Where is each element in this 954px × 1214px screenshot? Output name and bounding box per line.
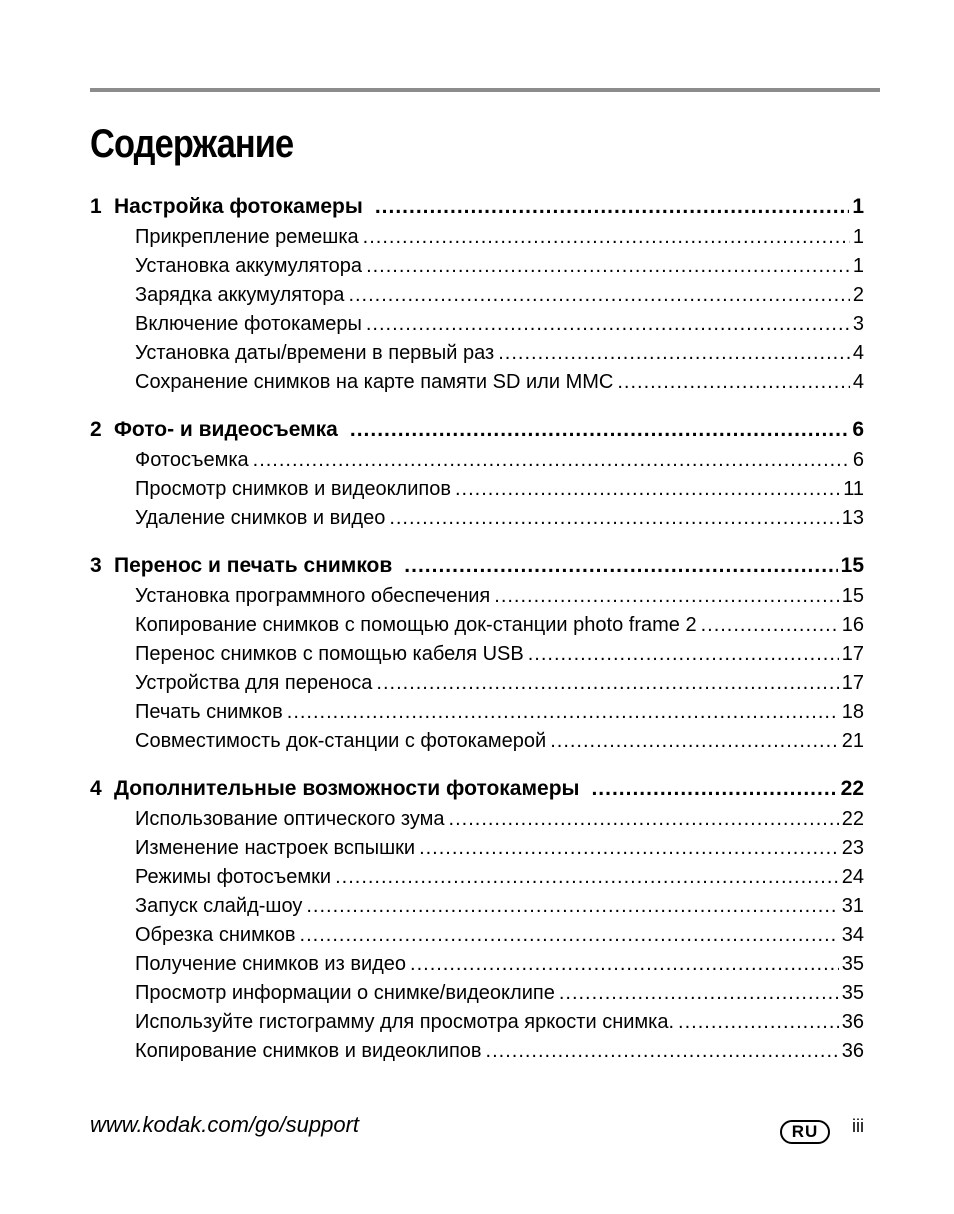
chapter-page-number: 6 [852, 418, 864, 441]
section-page-number: 24 [841, 866, 864, 888]
section-title: Сохранение снимков на карте памяти SD или MMC [135, 371, 614, 393]
section-title: Используйте гистограмму для просмотра яркости снимка. [135, 1011, 675, 1033]
dot-leader [287, 701, 839, 724]
section-page-number: 4 [852, 342, 864, 364]
dot-leader [498, 342, 850, 365]
toc-chapter [90, 554, 864, 759]
toc-section-entry[interactable] [90, 226, 864, 255]
top-divider [90, 88, 880, 92]
chapter-title: Перенос и печать снимков [114, 554, 393, 577]
section-title: Печать снимков [135, 701, 283, 723]
section-page-number: 1 [852, 226, 864, 248]
section-page-number: 18 [841, 701, 864, 723]
dot-leader [350, 418, 849, 442]
dot-leader [404, 554, 837, 578]
section-page-number: 35 [841, 953, 864, 975]
section-title: Использование оптического зума [135, 808, 445, 830]
dot-leader [455, 478, 840, 501]
section-page-number: 1 [852, 255, 864, 277]
section-page-number: 3 [852, 313, 864, 335]
footer-support-link[interactable]: www.kodak.com/go/support [90, 1112, 360, 1137]
toc-section-entry[interactable] [90, 643, 864, 672]
toc-section-entry[interactable] [90, 342, 864, 371]
toc-section-entry[interactable] [90, 614, 864, 643]
section-title: Установка аккумулятора [135, 255, 363, 277]
chapter-page-number: 22 [840, 777, 864, 800]
section-title: Просмотр информации о снимке/видеоклипе [135, 982, 555, 1004]
toc-section-entry[interactable] [90, 313, 864, 342]
dot-leader [528, 643, 839, 666]
dot-leader [591, 777, 837, 801]
chapter-number: 2 [90, 418, 102, 441]
dot-leader [486, 1040, 839, 1063]
chapter-page-number: 15 [840, 554, 864, 577]
section-page-number: 22 [841, 808, 864, 830]
toc-chapter-entry[interactable] [90, 777, 864, 808]
section-page-number: 15 [841, 585, 864, 607]
dot-leader [449, 808, 839, 831]
dot-leader [253, 449, 850, 472]
toc-chapter-entry[interactable] [90, 418, 864, 449]
dot-leader [366, 255, 850, 278]
toc-section-entry[interactable] [90, 953, 864, 982]
dot-leader [348, 284, 849, 307]
section-title: Устройства для переноса [135, 672, 373, 694]
section-title: Перенос снимков с помощью кабеля USB [135, 643, 524, 665]
toc-chapter [90, 418, 864, 536]
toc-section-entry[interactable] [90, 585, 864, 614]
section-page-number: 31 [841, 895, 864, 917]
dot-leader [494, 585, 838, 608]
dot-leader [617, 371, 850, 394]
section-page-number: 6 [852, 449, 864, 471]
toc-section-entry[interactable] [90, 982, 864, 1011]
dot-leader [375, 195, 850, 219]
section-title: Обрезка снимков [135, 924, 296, 946]
chapter-number: 1 [90, 195, 102, 218]
toc-section-entry[interactable] [90, 808, 864, 837]
language-badge: RU [780, 1120, 830, 1144]
toc-section-entry[interactable] [90, 672, 864, 701]
toc-section-entry[interactable] [90, 701, 864, 730]
dot-leader [363, 226, 850, 249]
dot-leader [559, 982, 839, 1005]
section-page-number: 34 [841, 924, 864, 946]
section-title: Фотосъемка [135, 449, 249, 471]
section-page-number: 16 [841, 614, 864, 636]
dot-leader [419, 837, 839, 860]
section-page-number: 36 [841, 1040, 864, 1062]
section-title: Удаление снимков и видео [135, 507, 386, 529]
chapter-title: Настройка фотокамеры [114, 195, 363, 218]
toc-section-entry[interactable] [90, 1040, 864, 1069]
section-title: Получение снимков из видео [135, 953, 407, 975]
section-page-number: 36 [841, 1011, 864, 1033]
toc-chapter-entry[interactable] [90, 195, 864, 226]
toc-chapter [90, 195, 864, 400]
section-page-number: 4 [852, 371, 864, 393]
section-title: Установка программного обеспечения [135, 585, 491, 607]
dot-leader [306, 895, 838, 918]
section-title: Просмотр снимков и видеоклипов [135, 478, 451, 500]
toc-section-entry[interactable] [90, 284, 864, 313]
section-title: Изменение настроек вспышки [135, 837, 416, 859]
dot-leader [389, 507, 838, 530]
chapter-title: Фото- и видеосъемка [114, 418, 338, 441]
toc-chapter-entry[interactable] [90, 554, 864, 585]
section-title: Запуск слайд-шоу [135, 895, 303, 917]
toc-section-entry[interactable] [90, 837, 864, 866]
section-page-number: 35 [841, 982, 864, 1004]
toc-chapter [90, 777, 864, 1069]
section-title: Включение фотокамеры [135, 313, 362, 335]
dot-leader [701, 614, 839, 637]
dot-leader [678, 1011, 839, 1034]
section-title: Копирование снимков с помощью док-станции photo frame 2 [135, 614, 697, 636]
toc-section-entry[interactable] [90, 255, 864, 284]
section-page-number: 21 [841, 730, 864, 752]
dot-leader [366, 313, 850, 336]
dot-leader [550, 730, 839, 753]
section-page-number: 2 [852, 284, 864, 306]
section-page-number: 11 [843, 478, 864, 500]
section-page-number: 13 [841, 507, 864, 529]
toc-section-entry[interactable] [90, 924, 864, 953]
page-title: Содержание [90, 122, 294, 166]
toc-section-entry[interactable] [90, 1011, 864, 1040]
toc-section-entry[interactable] [90, 866, 864, 895]
dot-leader [300, 924, 839, 947]
dot-leader [410, 953, 839, 976]
chapter-number: 3 [90, 554, 102, 577]
section-page-number: 23 [841, 837, 864, 859]
dot-leader [335, 866, 839, 889]
toc-section-entry[interactable] [90, 895, 864, 924]
section-title: Прикрепление ремешка [135, 226, 359, 248]
section-title: Режимы фотосъемки [135, 866, 332, 888]
dot-leader [376, 672, 838, 695]
toc-section-entry[interactable] [90, 371, 864, 400]
chapter-number: 4 [90, 777, 102, 800]
section-title: Совместимость док-станции с фотокамерой [135, 730, 547, 752]
toc-section-entry[interactable] [90, 730, 864, 759]
toc-section-entry[interactable] [90, 507, 864, 536]
section-page-number: 17 [841, 672, 864, 694]
page-number: iii [852, 1116, 864, 1136]
section-title: Копирование снимков и видеоклипов [135, 1040, 482, 1062]
chapter-title: Дополнительные возможности фотокамеры [114, 777, 580, 800]
section-title: Зарядка аккумулятора [135, 284, 345, 306]
section-page-number: 17 [841, 643, 864, 665]
section-title: Установка даты/времени в первый раз [135, 342, 495, 364]
table-of-contents [90, 195, 864, 1069]
toc-section-entry[interactable] [90, 478, 864, 507]
chapter-page-number: 1 [852, 195, 864, 218]
toc-section-entry[interactable] [90, 449, 864, 478]
